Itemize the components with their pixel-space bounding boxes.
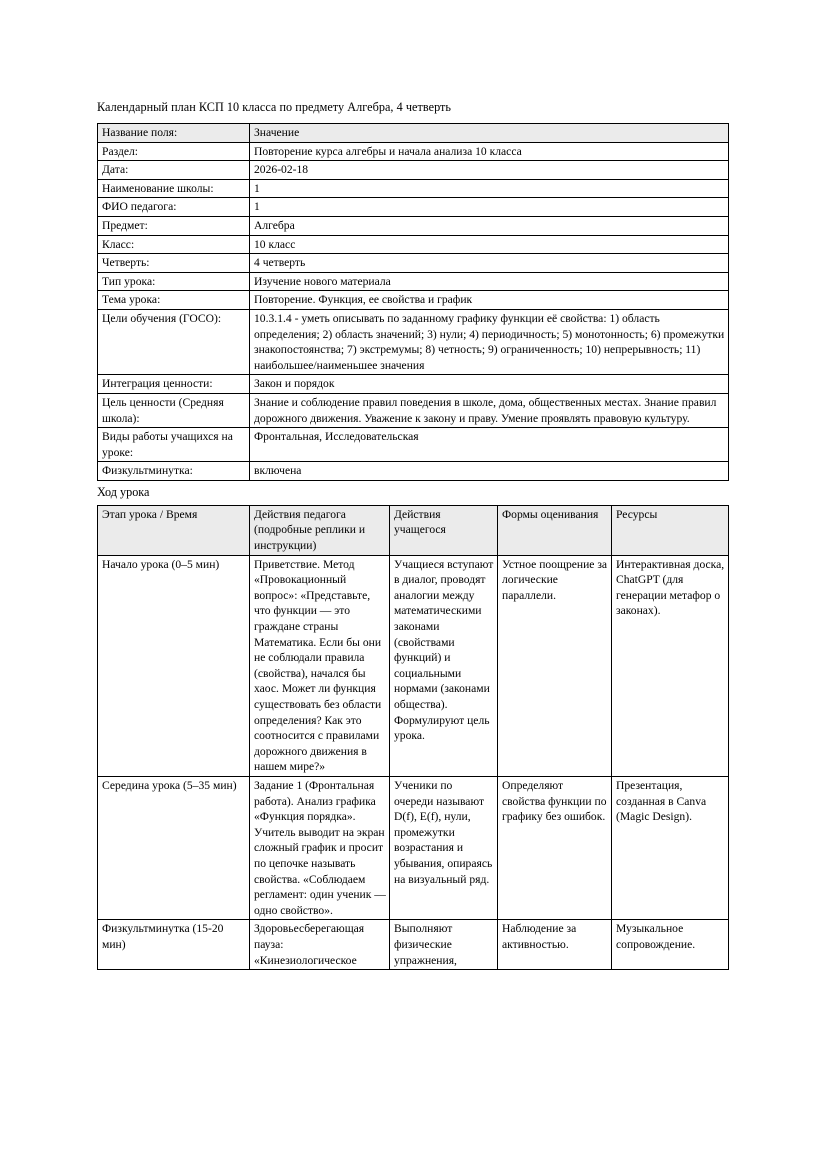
lesson-flow-heading: Ход урока — [97, 484, 150, 499]
field-value: 2026-02-18 — [250, 161, 729, 180]
field-label: Физкультминутка: — [98, 462, 250, 481]
table-row — [98, 235, 729, 254]
table-row — [98, 142, 729, 161]
cell-teacher-actions: Здоровьесберегающая пауза: «Кинезиологическое — [250, 920, 390, 970]
table-row — [98, 254, 729, 273]
table-row — [98, 161, 729, 180]
cell-resources: Презентация, созданная в Canva (Magic Design). — [612, 776, 729, 919]
field-label: Тема урока: — [98, 291, 250, 310]
field-value: Знание и соблюдение правил поведения в школе, дома, общественных местах. Знание правил дорожного движения. Уважение к закону и праву. Умение проявлять правовую культуру. — [250, 393, 729, 427]
field-value: Изучение нового материала — [250, 272, 729, 291]
cell-teacher-actions: Приветствие. Метод «Провокационный вопрос»: «Представьте, что функции — это граждане страны Математика. Если бы они не соблюдали правила (свойства), начался бы хаос. Может ли функция существовать без области определения? Как это соотносится с правилами дорожного движения в нашем мире?» — [250, 555, 390, 776]
table-row — [98, 776, 729, 919]
cell-assessment: Наблюдение за активностью. — [498, 920, 612, 970]
table-row — [98, 375, 729, 394]
field-label: Дата: — [98, 161, 250, 180]
table-row — [98, 309, 729, 374]
lesson-flow-table — [97, 505, 729, 970]
table-row — [98, 555, 729, 776]
table-row — [98, 462, 729, 481]
cell-resources: Интерактивная доска, ChatGPT (для генерации метафор о законах). — [612, 555, 729, 776]
field-label: Цель ценности (Средняя школа): — [98, 393, 250, 427]
cell-teacher-actions: Задание 1 (Фронтальная работа). Анализ графика «Функция порядка». Учитель выводит на экран сложный график и просит по цепочке называть свойства. «Соблюдаем регламент: один ученик — одно свойство». — [250, 776, 390, 919]
cell-stage: Начало урока (0–5 мин) — [98, 555, 250, 776]
field-label: Раздел: — [98, 142, 250, 161]
field-value: 10 класс — [250, 235, 729, 254]
page-title: Календарный план КСП 10 класса по предмету Алгебра, 4 четверть — [97, 100, 452, 114]
table-row — [98, 291, 729, 310]
field-value: 1 — [250, 179, 729, 198]
table-header-row — [98, 505, 729, 555]
field-label: Виды работы учащихся на уроке: — [98, 428, 250, 462]
field-label: Цели обучения (ГОСО): — [98, 309, 250, 374]
page-bottom-clip — [0, 1066, 827, 1170]
cell-resources: Музыкальное сопровождение. — [612, 920, 729, 970]
header-field-name: Название поля: — [98, 124, 250, 143]
field-value: 1 — [250, 198, 729, 217]
cell-assessment: Определяют свойства функции по графику без ошибок. — [498, 776, 612, 919]
field-label: ФИО педагога: — [98, 198, 250, 217]
table-row — [98, 393, 729, 427]
field-label: Предмет: — [98, 216, 250, 235]
field-label: Четверть: — [98, 254, 250, 273]
header-teacher-actions: Действия педагога (подробные реплики и инструкции) — [250, 505, 390, 555]
cell-stage: Середина урока (5–35 мин) — [98, 776, 250, 919]
cell-assessment: Устное поощрение за логические параллели. — [498, 555, 612, 776]
cell-student-actions: Учащиеся вступают в диалог, проводят аналогии между математическими законами (свойствами функций) и социальными нормами (законами общества). Формулируют цель урока. — [390, 555, 498, 776]
field-label: Наименование школы: — [98, 179, 250, 198]
table-row — [98, 198, 729, 217]
field-value: Повторение курса алгебры и начала анализа 10 класса — [250, 142, 729, 161]
lesson-info-table — [97, 123, 729, 481]
table-row — [98, 179, 729, 198]
field-value: 4 четверть — [250, 254, 729, 273]
cell-student-actions: Выполняют физические упражнения, — [390, 920, 498, 970]
field-value: Фронтальная, Исследовательская — [250, 428, 729, 462]
header-student-actions: Действия учащегося — [390, 505, 498, 555]
table-row — [98, 216, 729, 235]
header-assessment-forms: Формы оценивания — [498, 505, 612, 555]
table-row — [98, 272, 729, 291]
table-header-row — [98, 124, 729, 143]
cell-student-actions: Ученики по очереди называют D(f), E(f), нули, промежутки возрастания и убывания, опираясь на визуальный ряд. — [390, 776, 498, 919]
table-row — [98, 428, 729, 462]
field-label: Класс: — [98, 235, 250, 254]
header-stage: Этап урока / Время — [98, 505, 250, 555]
header-field-value: Значение — [250, 124, 729, 143]
field-label: Тип урока: — [98, 272, 250, 291]
field-value: Закон и порядок — [250, 375, 729, 394]
field-value: Алгебра — [250, 216, 729, 235]
header-resources: Ресурсы — [612, 505, 729, 555]
field-value: 10.3.1.4 - уметь описывать по заданному графику функции её свойства: 1) область определения; 2) область значений; 3) нули; 4) периодичность; 5) монотонность; 6) промежутки знакопостоянства; 7) экстремумы; 8) четность; 9) ограниченность; 10) непрерывность; 11) наибольшее/наименьшее значения — [250, 309, 729, 374]
field-label: Интеграция ценности: — [98, 375, 250, 394]
table-row — [98, 920, 729, 970]
field-value: Повторение. Функция, ее свойства и график — [250, 291, 729, 310]
field-value: включена — [250, 462, 729, 481]
document-content — [97, 99, 728, 970]
cell-stage: Физкультминутка (15-20 мин) — [98, 920, 250, 970]
